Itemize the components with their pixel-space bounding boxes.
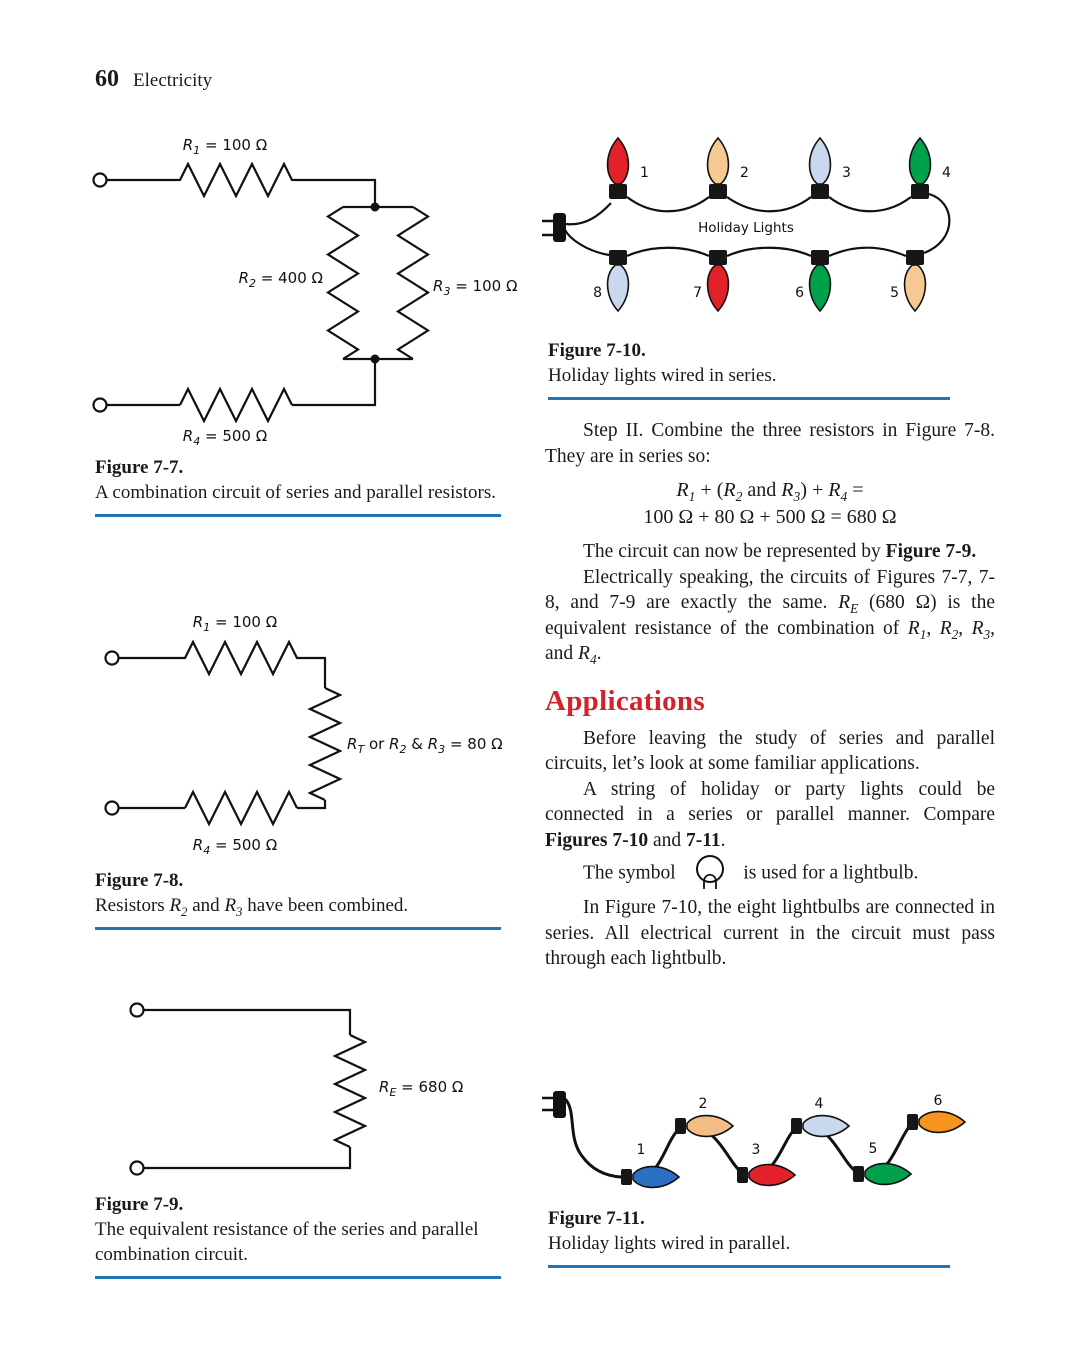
caption-title: Figure 7-9. [95, 1194, 184, 1215]
paragraph-circuit-represented: The circuit can now be represented by Figure 7-9. [583, 541, 977, 562]
figure-7-7-circuit-diagram [85, 125, 525, 455]
bulb-number: 6 [795, 285, 804, 301]
cord-segment [727, 248, 811, 256]
holiday-bulb-8 [593, 250, 628, 311]
paragraph-in-figure-7-10: In Figure 7-10, the eight lightbulbs are connected in series. All electrical current in the circuit must pass through each lightbulb. [545, 897, 995, 969]
holiday-bulb-5 [853, 1141, 911, 1184]
holiday-bulb-2 [708, 138, 749, 199]
terminal-top [106, 652, 119, 665]
holiday-bulb-5 [890, 250, 925, 311]
figure-7-9-circuit-diagram [85, 985, 505, 1200]
resistor-re [335, 1035, 365, 1147]
wire-bottom-right [292, 359, 375, 405]
cord-segment [829, 197, 911, 211]
wire-and-resistor-r1 [119, 642, 326, 688]
caption-rule [95, 1276, 501, 1279]
wire-and-resistor-r1 [107, 164, 376, 207]
circuit-wires [94, 164, 429, 421]
bulb-number: 4 [814, 1096, 824, 1112]
equation-line-2: 100 Ω + 80 Ω + 500 Ω = 680 Ω [643, 506, 897, 528]
bulb-glass [687, 1116, 733, 1137]
bulb-socket [709, 184, 727, 199]
resistor-r4 [180, 389, 292, 421]
bulb-number: 2 [698, 1096, 708, 1112]
bulb-glass [608, 265, 629, 311]
terminal-top [94, 174, 107, 187]
bulb-glass [633, 1167, 679, 1188]
junction-dot-bottom [371, 355, 380, 364]
caption-title: Figure 7-10. [548, 340, 646, 361]
figure-7-7-caption [95, 455, 501, 517]
cord-wires [566, 1100, 912, 1177]
terminal-top [131, 1004, 144, 1017]
figure-7-8-circuit-diagram [85, 600, 505, 870]
plug-icon [542, 1091, 566, 1118]
bulb-socket [709, 250, 727, 265]
holiday-bulb-3 [737, 1142, 795, 1185]
bulb-glass [708, 265, 729, 311]
bulb-glass [803, 1116, 849, 1137]
holiday-bulb-2 [675, 1096, 733, 1136]
paragraph-string-of-lights: A string of holiday or party lights could be connected in a series or parallel manner. Compare Figures 7-10 and 7-11. [545, 778, 995, 851]
caption-text: The equivalent resistance of the series and parallel combination circuit. [95, 1219, 479, 1265]
bulb-socket [609, 184, 627, 199]
cord-segment [565, 230, 609, 255]
terminal-bottom [131, 1162, 144, 1175]
plug-body [553, 213, 566, 242]
bulb-glass [865, 1164, 911, 1185]
bulb-socket [853, 1166, 864, 1182]
bulb-glass [708, 138, 729, 184]
figure-7-8-caption [95, 868, 501, 930]
bulb-number: 5 [868, 1141, 878, 1157]
caption-title: Figure 7-7. [95, 457, 184, 478]
bulb-socket [811, 184, 829, 199]
bulb-number: 2 [740, 165, 749, 181]
bulb-socket [791, 1118, 802, 1134]
bulb-number: 3 [751, 1142, 761, 1158]
resistor-combined [310, 688, 340, 800]
caption-rule [548, 1265, 950, 1268]
applications-heading: Applications [545, 684, 705, 717]
caption-text: A combination circuit of series and parallel resistors. [95, 482, 496, 503]
holiday-bulb-1 [621, 1142, 679, 1187]
bulb-socket [609, 250, 627, 265]
cord-segment [727, 197, 811, 211]
caption-title: Figure 7-11. [548, 1208, 645, 1229]
plug-icon [542, 213, 566, 242]
wire-top [144, 1010, 351, 1035]
figure-7-9-caption [95, 1192, 501, 1279]
caption-rule [95, 514, 501, 517]
bulb-number: 7 [693, 285, 702, 301]
bulb-number: 6 [933, 1093, 943, 1109]
bulb-glass [919, 1112, 965, 1133]
holiday-bulb-4 [910, 138, 951, 199]
bulb-socket [907, 1114, 918, 1130]
plug-prongs [542, 221, 553, 235]
label-r4: $R_4 = 500$ Ω [192, 836, 278, 857]
label-r1: $R_1 = 100$ Ω [182, 136, 268, 157]
paragraph-symbol [545, 853, 995, 895]
figure-7-11-holiday-lights-parallel [540, 1078, 970, 1208]
equation-block [545, 477, 995, 531]
label-r4: $R_4 = 500$ Ω [182, 427, 268, 448]
label-r1: $R_1 = 100$ Ω [192, 613, 278, 634]
page-header-title: Electricity [133, 70, 213, 91]
plug-body [553, 1091, 566, 1118]
lightbulb-symbol-icon [689, 853, 731, 895]
equation-line-1: $R_1 + (R_2$ and $R_3) + R_4$ = [676, 479, 864, 504]
wire-bottom [144, 1147, 351, 1168]
label-r3: $R_3 = 100$ Ω [433, 277, 518, 298]
bulb-glass [905, 265, 926, 311]
cord-segment [924, 194, 949, 253]
holiday-bulb-6 [907, 1093, 965, 1132]
cord-segment [566, 1100, 621, 1177]
page-number: 60 [95, 66, 119, 92]
bulb-number: 3 [842, 165, 851, 181]
bulb-socket [811, 250, 829, 265]
label-re: $R_E = 680$ Ω [379, 1078, 464, 1099]
bulb-number: 1 [636, 1142, 646, 1158]
bulb-socket [737, 1167, 748, 1183]
bulb-number: 8 [593, 285, 602, 301]
bulb-glass [608, 138, 629, 184]
wire-bottom-right [297, 800, 325, 808]
circuit-wires [106, 642, 341, 824]
bulb-glass [810, 138, 831, 184]
cord-segment [829, 248, 906, 256]
caption-text: Holiday lights wired in series. [548, 365, 777, 386]
symbol-text-pre: The symbol [583, 862, 676, 884]
holiday-bulb-4 [791, 1096, 849, 1136]
bulb-glass [749, 1165, 795, 1186]
resistor-r2 [328, 207, 358, 359]
bulb-number: 5 [890, 285, 899, 301]
bulb-number: 1 [640, 165, 649, 181]
caption-title: Figure 7-8. [95, 870, 184, 891]
bulb-socket [906, 250, 924, 265]
figure-7-11-caption [548, 1206, 950, 1268]
paragraph-step2: Step II. Combine the three resistors in Figure 7-8. They are in series so: [545, 420, 995, 467]
label-rt-combined: $R_T$ or $R_2$ & $R_3 = 80$ Ω [347, 735, 503, 756]
figure-7-10-caption [548, 338, 950, 400]
holiday-bulb-3 [810, 138, 851, 199]
junction-dot-top [371, 203, 380, 212]
resistor-r4 [185, 792, 297, 824]
caption-rule [95, 927, 501, 930]
label-r2: $R_2 = 400$ Ω [238, 269, 323, 290]
terminal-bottom [106, 802, 119, 815]
cord-segment [627, 197, 709, 211]
paragraph-electrically-speaking: Electrically speaking, the circuits of Figures 7-7, 7-8, and 7-9 are exactly the same. $R_E$ (680 Ω) is the equivalent resistance of the combination of $R_1$, $R_2$, $R_3$, and $R_4$. [545, 566, 996, 667]
resistor-r3 [398, 207, 428, 359]
caption-text: Resistors $R_2$ and $R_3$ have been combined. [95, 895, 409, 919]
caption-rule [548, 397, 950, 400]
wire-label: Holiday Lights [698, 220, 794, 236]
paragraph-before-leaving: Before leaving the study of series and parallel circuits, let’s look at some familiar applications. [545, 727, 995, 774]
bulb-number: 4 [942, 165, 951, 181]
bulb-glass [810, 265, 831, 311]
bulb-socket [911, 184, 929, 199]
bulb-socket [621, 1169, 632, 1185]
cord-segment [627, 248, 709, 256]
symbol-text-post: is used for a lightbulb. [743, 862, 919, 884]
plug-prongs [542, 1098, 553, 1110]
holiday-bulb-7 [693, 250, 728, 311]
circuit-wires [131, 1004, 366, 1175]
page-header [95, 66, 212, 93]
holiday-bulb-6 [795, 250, 830, 311]
bulb-glass [910, 138, 931, 184]
right-text-column [545, 418, 995, 972]
cord-segment [566, 203, 611, 224]
figure-7-10-holiday-lights-series [540, 128, 970, 333]
holiday-bulb-1 [608, 138, 649, 199]
terminal-bottom [94, 399, 107, 412]
bulb-socket [675, 1118, 686, 1134]
caption-text: Holiday lights wired in parallel. [548, 1233, 791, 1254]
